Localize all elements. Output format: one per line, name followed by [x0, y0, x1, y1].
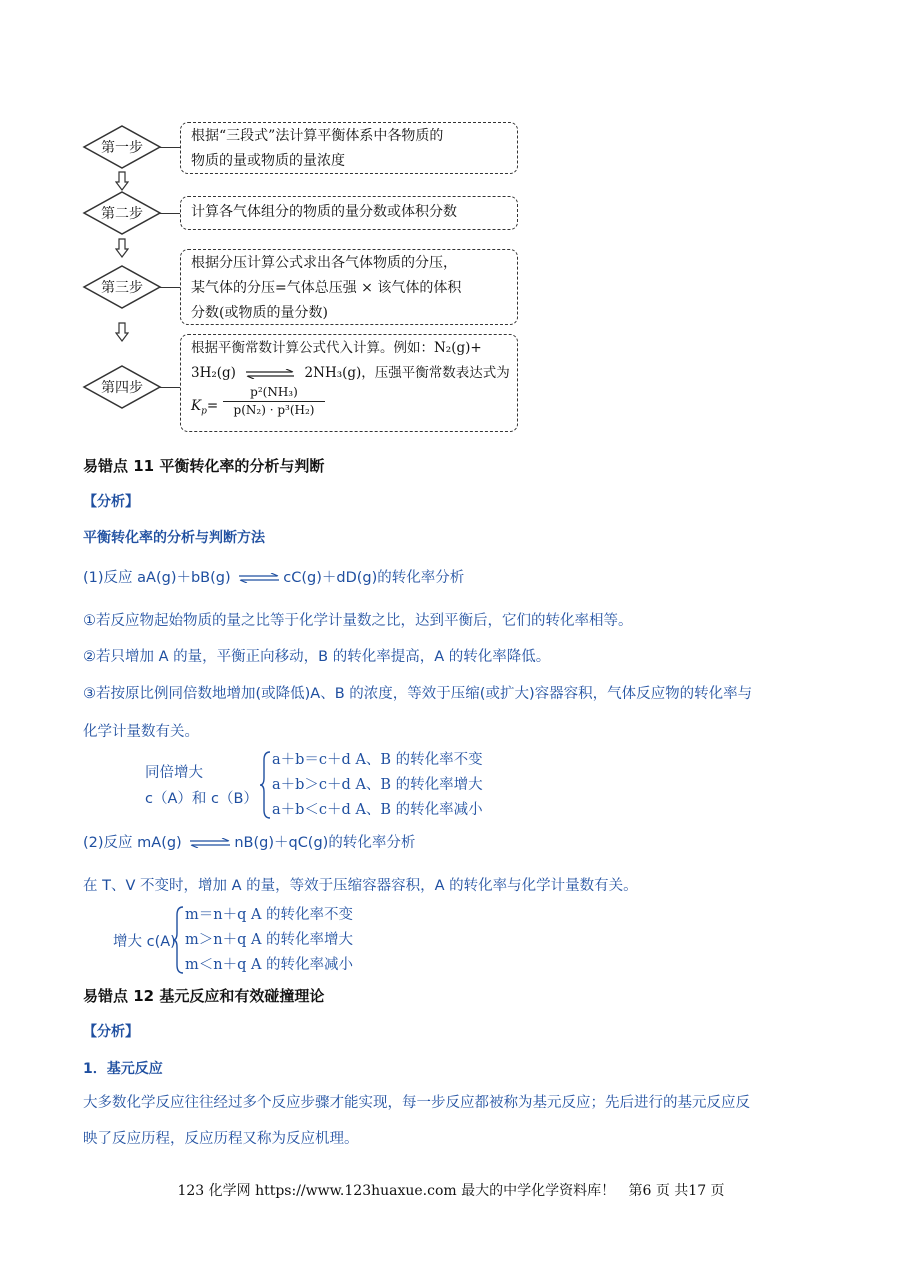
section-11-title: 易错点 11 平衡转化率的分析与判断: [83, 457, 325, 475]
brace-icon: [173, 905, 185, 975]
kp-fraction: [223, 384, 325, 419]
method-title: 平衡转化率的分析与判断方法: [83, 530, 265, 546]
case-2-rows: [185, 903, 353, 978]
case-1-label-line-1: 同倍增大: [145, 765, 203, 781]
step-4-reactant: 3H₂(g): [191, 365, 236, 381]
step-4-box: [180, 334, 518, 432]
case-2-row: m＜n＋q A 的转化率减小: [185, 957, 354, 973]
connector-3: [160, 287, 180, 288]
step-3-box: [180, 249, 518, 325]
step-1-box: [180, 122, 518, 174]
step-3-line-3: 分数(或物质的量分数): [191, 305, 328, 321]
step-3-diamond: [82, 264, 162, 310]
step-4-kp-formula: [191, 386, 507, 426]
section-12-para-line-2: 映了反应历程，反应历程又称为反应机理。: [83, 1131, 359, 1147]
step-1-line-1: 根据“三段式”法计算平衡体系中各物质的: [191, 128, 444, 144]
case-2-row: m＞n＋q A 的转化率增大: [185, 932, 354, 948]
step-2-diamond: [82, 190, 162, 236]
point-1: ①若反应物起始物质的量之比等于化学计量数之比，达到平衡后，它们的转化率相等。: [83, 613, 633, 629]
step-3-line-2: 某气体的分压=气体总压强 × 该气体的体积: [191, 280, 462, 296]
kp-denominator: p(N₂) · p³(H₂): [223, 401, 325, 419]
step-1-diamond: [82, 124, 162, 170]
connector-4: [160, 387, 180, 388]
section-12-para-line-1: 大多数化学反应往往经过多个反应步骤才能实现，每一步反应都被称为基元反应；先后进行的基元反应反: [83, 1095, 750, 1111]
step-1-label: 第一步: [101, 140, 143, 156]
equilibrium-arrow-icon: [237, 573, 281, 583]
case-1-label: [145, 760, 258, 812]
subsection-1-title: 1．基元反应: [83, 1061, 163, 1077]
analysis-tag-12: 【分析】: [83, 1024, 139, 1040]
case-2-label: 增大 c(A): [113, 934, 176, 950]
down-arrow-icon: [115, 171, 129, 191]
down-arrow-icon: [115, 322, 129, 342]
step-4-product: 2NH₃(g)，压强平衡常数表达式为: [304, 365, 510, 381]
case-1-row: a＋b＜c＋d A、B 的转化率减小: [272, 802, 483, 818]
case-1-row: a＋b＞c＋d A、B 的转化率增大: [272, 777, 483, 793]
step-4-diamond: [82, 364, 162, 410]
case-2-row: m＝n＋q A 的转化率不变: [185, 907, 354, 923]
step-1-line-2: 物质的量或物质的量浓度: [191, 153, 345, 169]
point-3-line-1: ③若按原比例同倍数地增加(或降低)A、B 的浓度，等效于压缩(或扩大)容器容积，气体反应物的转化率与: [83, 686, 753, 702]
down-arrow-icon: [115, 238, 129, 258]
point-3-line-2: 化学计量数有关。: [83, 724, 199, 740]
step-4-line-2: [191, 361, 510, 386]
step-2-line-1: 计算各气体组分的物质的量分数或体积分数: [191, 204, 457, 220]
kp-numerator: p²(NH₃): [250, 385, 298, 399]
step-4-line-1: 根据平衡常数计算公式代入计算。例如：N₂(g)+: [191, 340, 482, 356]
step-3-label: 第三步: [101, 280, 143, 296]
case-1-row: a＋b＝c＋d A、B 的转化率不变: [272, 752, 483, 768]
equilibrium-arrow-icon: [244, 369, 296, 379]
reaction-2: (2)反应 mA(g) nB(g)＋qC(g)的转化率分析: [83, 835, 416, 851]
section-12-title: 易错点 12 基元反应和有效碰撞理论: [83, 987, 325, 1005]
case-1-label-line-2: c（A）和 c（B）: [145, 791, 258, 807]
step-2-label: 第二步: [101, 206, 143, 222]
step-3-line-1: 根据分压计算公式求出各气体物质的分压，: [191, 255, 457, 271]
step-2-box: [180, 196, 518, 230]
page-footer: 123 化学网 https://www.123huaxue.com 最大的中学化学资料库！ 第6 页 共17 页: [177, 1183, 725, 1199]
reaction-1: (1)反应 aA(g)＋bB(g) cC(g)＋dD(g)的转化率分析: [83, 570, 465, 586]
point-2: ②若只增加 A 的量，平衡正向移动，B 的转化率提高，A 的转化率降低。: [83, 649, 551, 665]
brace-icon: [260, 750, 272, 820]
connector-2: [160, 213, 180, 214]
case-1-rows: [272, 748, 483, 823]
analysis-tag-11: 【分析】: [83, 494, 139, 510]
step-4-label: 第四步: [101, 380, 143, 396]
point-4: 在 T、V 不变时，增加 A 的量，等效于压缩容器容积，A 的转化率与化学计量数有关。: [83, 878, 638, 894]
kp-symbol: $K_p=$: [191, 398, 219, 417]
equilibrium-arrow-icon: [188, 838, 232, 848]
connector-1: [160, 147, 180, 148]
